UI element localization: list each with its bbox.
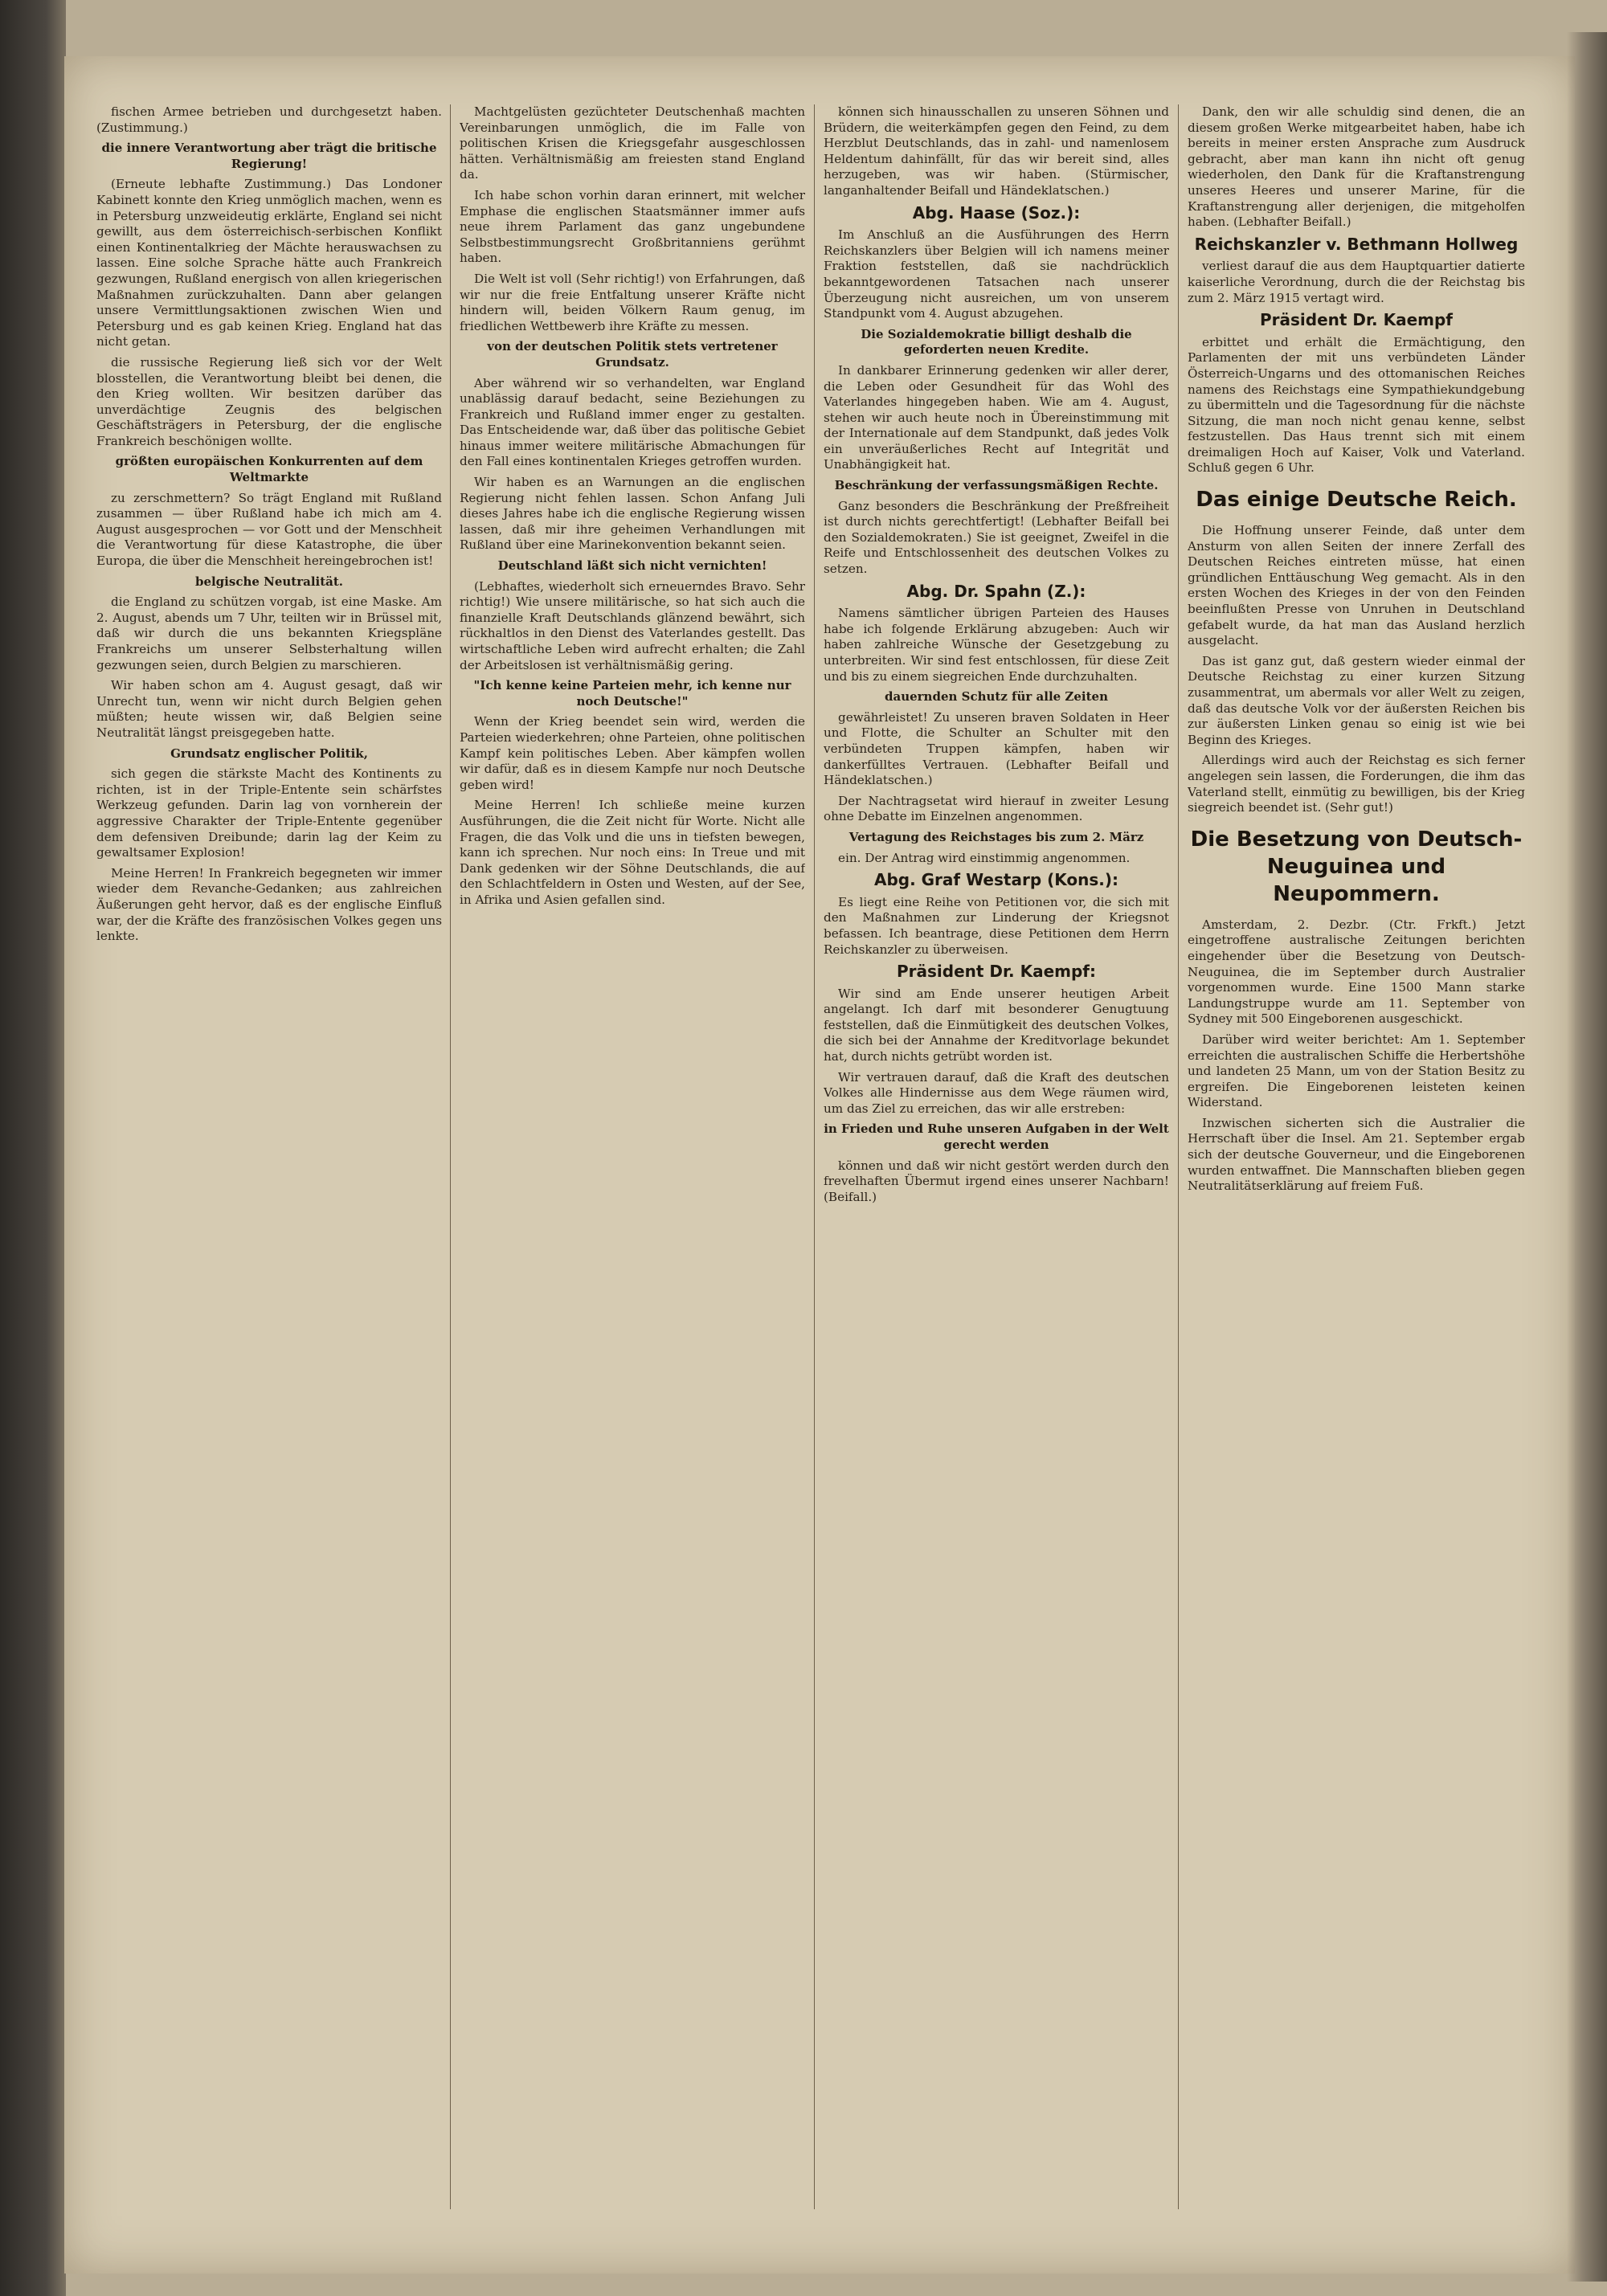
paragraph: Aber während wir so verhandelten, war England unablässig darauf bedacht, seine Beziehungen zu Frankreich und Rußland immer enger zu gestalten. Das Entscheidende war, daß über das politische Gebiet hinaus immer weitere militärische Abmachungen für den Fall eines kontinentalen Krieges getroffen wurden. — [460, 375, 805, 469]
paragraph: Wir vertrauen darauf, daß die Kraft des deutschen Volkes alle Hindernisse aus dem Wege räumen wird, um das Ziel zu erreichen, das wir alle erstreben: — [824, 1069, 1169, 1116]
column-rule — [1178, 104, 1179, 2209]
column-2 — [460, 104, 805, 2209]
paragraph: gewährleistet! Zu unseren braven Soldaten in Heer und Flotte, die Schulter an Schulter mit den verbündeten Truppen kämpfen, haben wir dankerfülltes Vertrauen. (Lebhafter Beifall und Händeklatschen.) — [824, 709, 1169, 788]
paragraph: Machtgelüsten gezüchteter Deutschenhaß machten Vereinbarungen unmöglich, die im Falle von politischen Krisen die Kriegsgefahr ausgeschlossen hätten. Verhältnismäßig am freiesten stand England da. — [460, 104, 805, 182]
paragraph: Allerdings wird auch der Reichstag es sich ferner angelegen sein lassen, die Forderungen, die ihm das Vaterland stellt, einmütig zu bewilligen, bis der Krieg siegreich beendet ist. (Sehr gut!) — [1188, 753, 1525, 815]
subheading: Deutschland läßt sich nicht vernichten! — [497, 558, 767, 574]
subheading: dauernden Schutz für alle Zeiten — [884, 689, 1108, 705]
speaker-heading: Abg. Dr. Spahn (Z.): — [906, 581, 1086, 601]
subheading: "Ich kenne keine Parteien mehr, ich kenne nur noch Deutsche!" — [473, 678, 791, 709]
paragraph: Ich habe schon vorhin daran erinnert, mit welcher Emphase die englischen Staatsmänner immer aufs neue ihrem Parlament das ganz ungebundene Selbstbestimmungsrecht Großbritanniens gerühmt haben. — [460, 187, 805, 266]
paragraph: Wir haben es an Warnungen an die englischen Regierung nicht fehlen lassen. Schon Anfang Juli dieses Jahres habe ich die englische Regierung wissen lassen, daß mir ihre geheimen Verhandlungen mit Rußland über eine Marinekonvention bekannt seien. — [460, 475, 805, 553]
paragraph: Darüber wird weiter berichtet: Am 1. September erreichten die australischen Schiffe die Herbertshöhe und landeten 25 Mann, um von der Station Besitz zu ergreifen. Die Eingeborenen leisteten keinen Widerstand. — [1188, 1032, 1525, 1110]
paragraph: Wir sind am Ende unserer heutigen Arbeit angelangt. Ich darf mit besonderer Genugtuung feststellen, daß die Einmütigkeit des deutschen Volkes, die sich bei der Annahme der Kreditvorlage bekundet hat, durch nichts getrübt worden ist. — [824, 986, 1169, 1064]
paragraph: Meine Herren! Ich schließe meine kurzen Ausführungen, die die Zeit nicht für Worte. Nicht alle Fragen, die das Volk und die uns in tiefsten bewegen, kann ich sprechen. Nur noch eins: In Treue und mit Dank gedenken wir der Söhne Deutschlands, die auf den Schlachtfeldern in Osten und Westen, auf der See, in Afrika und Asien gefallen sind. — [460, 798, 805, 907]
column-3 — [824, 104, 1169, 2209]
paragraph: Die Hoffnung unserer Feinde, daß unter dem Ansturm von allen Seiten der innere Zerfall des Deutschen Reiches eintreten müsse, hat einen gründlichen Enttäuschung Weg gemacht. Als in den ersten Wochen des Krieges in der von den Feinden beeinflußten Presse von Unruhen in Deutschland gefabelt wurde, da hat man das Ausland herzlich ausgelacht. — [1188, 523, 1525, 648]
paragraph: Wenn der Krieg beendet sein wird, werden die Parteien wiederkehren; ohne Parteien, ohne politischen Kampf kein politisches Leben. Aber kämpfen wollen wir dafür, daß es in diesem Kampfe nur noch Deutsche geben wird! — [460, 714, 805, 792]
subheading: Vertagung des Reichstages bis zum 2. März — [848, 829, 1144, 844]
subheading: von der deutschen Politik stets vertretener Grundsatz. — [487, 339, 778, 370]
paragraph: zu zerschmettern? So trägt England mit Rußland zusammen — über Rußland habe ich mich am 4. August ausgesprochen — vor Gott und der Menschheit die Verantwortung für diese Katastrophe, die über Europa, die über die Menschheit hereingebrochen ist! — [96, 490, 442, 569]
speaker-heading: Abg. Graf Westarp (Kons.): — [873, 870, 1119, 890]
paragraph: fischen Armee betrieben und durchgesetzt haben. (Zustimmung.) — [96, 104, 442, 135]
column-1 — [96, 104, 442, 2209]
paragraph: Inzwischen sicherten sich die Australier die Herrschaft über die Insel. Am 21. September ergab sich der deutsche Gouverneur, und die Eingeborenen wurden entwaffnet. Die Mannschaften blieben gegen Neutralitätserklärung auf freiem Fuß. — [1188, 1115, 1525, 1194]
paragraph: (Lebhaftes, wiederholt sich erneuerndes Bravo. Sehr richtig!) Wie unsere militärische, so hat sich auch die finanzielle Kraft Deutschlands glänzend bewährt, sich rückhaltlos in den Dienst des Vaterlandes gestellt. Das wirtschaftliche Leben wird aufrecht erhalten; die Zahl der Arbeitslosen ist verhältnismäßig gering. — [460, 578, 805, 672]
paragraph: Amsterdam, 2. Dezbr. (Ctr. Frkft.) Jetzt eingetroffene australische Zeitungen berichten eingehender über die Besetzung von Deutsch-Neuguinea, die im September durch Australier vorgenommen wurde. Eine 1500 Mann starke Landungstruppe wurde am 11. September von Sydney mit 500 Eingeborenen ausgeschickt. — [1188, 917, 1525, 1027]
paragraph: die England zu schützen vorgab, ist eine Maske. Am 2. August, abends um 7 Uhr, teilten wir in Brüssel mit, daß wir durch die uns bekannten Kriegspläne Frankreichs um unserer Selbsterhaltung willen gezwungen seien, durch Belgien zu marschieren. — [96, 594, 442, 672]
paragraph: Ganz besonders die Beschränkung der Preßfreiheit ist durch nichts gerechtfertigt! (Lebhafter Beifall bei den Sozialdemokraten.) Sie ist geeignet, Zweifel in die Reife und Entschlossenheit des deutschen Volkes zu setzen. — [824, 498, 1169, 577]
paragraph: Im Anschluß an die Ausführungen des Herrn Reichskanzlers über Belgien will ich namens meiner Fraktion feststellen, daß sie nachdrücklich bekanntgewordenen Tatsachen nach unserer Überzeugung nicht ausreichen, um von unserem Standpunkt vom 4. August abzugehen. — [824, 227, 1169, 321]
column-rule — [450, 104, 451, 2209]
paragraph: können sich hinausschallen zu unseren Söhnen und Brüdern, die weiterkämpfen gegen den Feind, zu dem Herzblut Deutschlands, das in zahl- und namenlosem Heldentum dahinfällt, für das wir bereit sind, alles herzugeben, was wir haben. (Stürmischer, langanhaltender Beifall und Händeklatschen.) — [824, 104, 1169, 198]
text-columns — [96, 104, 1567, 2209]
paragraph: Wir haben schon am 4. August gesagt, daß wir Unrecht tun, wenn wir nicht durch Belgien gehen müßten; heute wissen wir, daß Belgien seine Neutralität längst preisgegeben hatte. — [96, 678, 442, 740]
speaker-heading: Präsident Dr. Kaempf — [1259, 310, 1453, 330]
article-headline: Die Besetzung von Deutsch-Neuguinea und Neupommern. — [1190, 827, 1523, 906]
paragraph: erbittet und erhält die Ermächtigung, den Parlamenten der mit uns verbündeten Länder Österreich-Ungarns und des ottomanischen Reiches namens des Reichstags eine Sympathiekundgebung zu übermitteln und die Tagesordnung für die nächste Sitzung, die man noch nicht genau kenne, selbst festzustellen. Das Haus trennt sich mit einem dreimaligen Hoch auf Kaiser, Volk und Vaterland. Schluß gegen 6 Uhr. — [1188, 334, 1525, 476]
subheading: Beschränkung der verfassungsmäßigen Rechte. — [834, 478, 1159, 493]
page-right-edge — [1567, 32, 1607, 2282]
paragraph: Es liegt eine Reihe von Petitionen vor, die sich mit den Maßnahmen zur Linderung der Kriegsnot befassen. Ich beantrage, diese Petitionen dem Herrn Reichskanzler zu überweisen. — [824, 894, 1169, 957]
speaker-heading: Reichskanzler v. Bethmann Hollweg — [1194, 234, 1519, 254]
subheading: größten europäischen Konkurrenten auf dem Weltmarkte — [115, 454, 423, 485]
paragraph: Der Nachtragsetat wird hierauf in zweiter Lesung ohne Debatte im Einzelnen angenommen. — [824, 793, 1169, 824]
subheading: in Frieden und Ruhe unseren Aufgaben in der Welt gerecht werden — [824, 1121, 1169, 1153]
paragraph: In dankbarer Erinnerung gedenken wir aller derer, die Leben oder Gesundheit für das Wohl des Vaterlandes hingegeben haben. Wie am 4. August, stehen wir auch heute noch in Übereinstimmung mit der Internationale auf dem Standpunkt, daß jedes Volk ein unveräußerliches Recht auf Integrität und Unabhängigkeit hat. — [824, 362, 1169, 472]
paragraph: die russische Regierung ließ sich vor der Welt blosstellen, die Verantwortung bleibt bei denen, die den Krieg wollten. Wir besitzen darüber das unverdächtige Zeugnis des belgischen Geschäftsträgers in Petersburg, der die englische Frankreich beschönigen wollte. — [96, 354, 442, 448]
paragraph: Dank, den wir alle schuldig sind denen, die an diesem großen Werke mitgearbeitet haben, habe ich bereits in meiner ersten Ansprache zum Ausdruck gebracht, aber man kann ihn nicht oft genug wiederholen, den Dank für die Kraftanstrengung unseres Heeres und unserer Marine, für die Kraftanstrengung aller derjenigen, die mitgeholfen haben. (Lebhafter Beifall.) — [1188, 104, 1525, 230]
subheading: Grundsatz englischer Politik, — [170, 746, 368, 761]
paragraph: Meine Herren! In Frankreich begegneten wir immer wieder dem Revanche-Gedanken; aus zahlreichen Äußerungen geht hervor, daß es der englische Einfluß war, der die Kräfte des französischen Volkes gegen uns lenkte. — [96, 865, 442, 944]
subheading: Die Sozialdemokratie billigt deshalb die geforderten neuen Kredite. — [861, 326, 1132, 357]
paragraph: Die Welt ist voll (Sehr richtig!) von Erfahrungen, daß wir nur die freie Entfaltung unserer Kräfte nicht hindern will, beiden Völkern Raum genug, im friedlichen Wettbewerb ihre Kräfte zu messen. — [460, 271, 805, 333]
speaker-heading: Präsident Dr. Kaempf: — [896, 962, 1096, 982]
subheading: die innere Verantwortung aber trägt die britische Regierung! — [101, 141, 437, 171]
paragraph: Namens sämtlicher übrigen Parteien des Hauses habe ich folgende Erklärung abzugeben: Auch wir haben zahlreiche Wünsche der Gesetzgebung zu unterbreiten. Wir sind fest entschlossen, für diese Zeit und bis zu einem siegreichen Ende durchzuhalten. — [824, 606, 1169, 684]
paragraph: können und daß wir nicht gestört werden durch den frevelhaften Übermut irgend eines unserer Nachbarn! (Beifall.) — [824, 1158, 1169, 1204]
paragraph: verliest darauf die aus dem Hauptquartier datierte kaiserliche Verordnung, durch die der Reichstag bis zum 2. März 1915 vertagt wird. — [1188, 259, 1525, 305]
paragraph: sich gegen die stärkste Macht des Kontinents zu richten, ist in der Triple-Entente sein schärfstes Werkzeug gefunden. Darin lag von vornherein der aggressive Charakter der Triple-Entente gegenüber dem defensiven Dreibunde; darin lag der Keim zu gewaltsamer Explosion! — [96, 766, 442, 860]
article-headline: Das einige Deutsche Reich. — [1196, 488, 1517, 513]
speaker-heading: Abg. Haase (Soz.): — [912, 202, 1081, 223]
column-4 — [1188, 104, 1525, 2209]
paragraph: ein. Der Antrag wird einstimmig angenommen. — [838, 850, 1131, 865]
book-binding-edge — [0, 0, 66, 2296]
paragraph: (Erneute lebhafte Zustimmung.) Das Londoner Kabinett konnte den Krieg unmöglich machen, wenn es in Petersburg unzweideutig erklärte, England sei nicht gewillt, aus dem österreichisch-serbischen Konflikt einen Kontinentalkrieg der Mächte herauswachsen zu lassen. Eine solche Sprache hätte auch Frankreich gezwungen, Rußland energisch von allen kriegerischen Maßnahmen zurückzuhalten. Dann aber gelangen unsere Vermittlungsaktionen zwischen Wien und Petersburg und es gab keinen Krieg. England hat das nicht getan. — [96, 177, 442, 349]
subheading: belgische Neutralität. — [194, 574, 344, 589]
paragraph: Das ist ganz gut, daß gestern wieder einmal der Deutsche Reichstag zu einer kurzen Sitzung zusammentrat, um abermals vor aller Welt zu zeigen, daß das deutsche Volk vor der äußersten Reichen bis zur äußersten Linken genau so einig ist wie bei Beginn des Krieges. — [1188, 653, 1525, 747]
column-rule — [814, 104, 815, 2209]
